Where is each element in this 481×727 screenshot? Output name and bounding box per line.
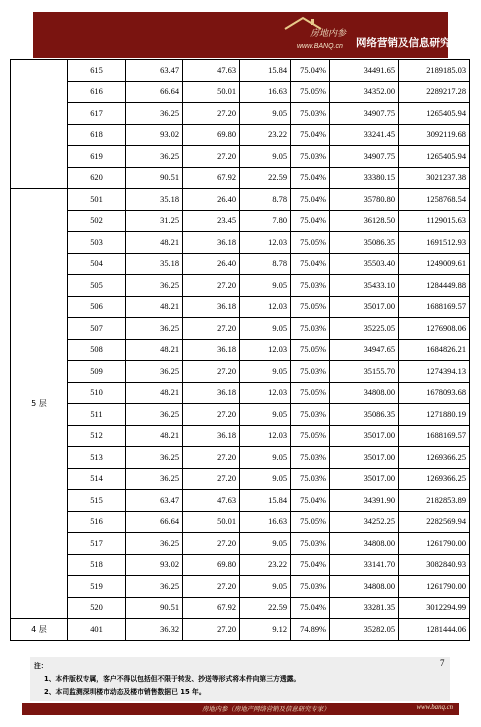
usage-rate-cell: 75.05% — [291, 511, 330, 533]
table-row — [11, 361, 470, 383]
shared-area-cell: 8.78 — [240, 189, 291, 211]
usage-rate-cell: 75.03% — [291, 361, 330, 383]
total-price-cell: 1284449.88 — [399, 275, 470, 297]
table-row — [11, 318, 470, 340]
room-number-cell: 510 — [68, 382, 126, 404]
total-price-cell: 1688169.57 — [399, 425, 470, 447]
shared-area-cell: 12.03 — [240, 382, 291, 404]
shared-area-cell: 12.03 — [240, 232, 291, 254]
table-row — [11, 382, 470, 404]
room-number-cell: 514 — [68, 468, 126, 490]
table-row — [11, 425, 470, 447]
inner-area-cell: 27.20 — [183, 361, 240, 383]
shared-area-cell: 8.78 — [240, 253, 291, 275]
total-price-cell: 1678093.68 — [399, 382, 470, 404]
room-number-cell: 615 — [68, 60, 126, 82]
header-banner — [33, 12, 472, 58]
header-url: www.BANQ.cn — [297, 43, 343, 50]
unit-price-cell: 34808.00 — [330, 382, 399, 404]
inner-area-cell: 50.01 — [183, 81, 240, 103]
total-price-cell: 1261790.00 — [399, 576, 470, 598]
footer-url: www.banq.cn — [416, 704, 453, 711]
room-number-cell: 507 — [68, 318, 126, 340]
room-number-cell: 617 — [68, 103, 126, 125]
total-price-cell: 1249009.61 — [399, 253, 470, 275]
table-row — [11, 275, 470, 297]
inner-area-cell: 27.20 — [183, 318, 240, 340]
unit-price-cell: 35225.05 — [330, 318, 399, 340]
building-area-cell: 31.25 — [126, 210, 183, 232]
table-row — [11, 619, 470, 641]
inner-area-cell: 27.20 — [183, 576, 240, 598]
building-area-cell: 35.18 — [126, 189, 183, 211]
inner-area-cell: 36.18 — [183, 339, 240, 361]
shared-area-cell: 9.05 — [240, 318, 291, 340]
table-row — [11, 511, 470, 533]
usage-rate-cell: 75.04% — [291, 554, 330, 576]
footer-text: 房地内参（房地产网络营销及信息研究专家） — [202, 705, 330, 713]
usage-rate-cell: 75.05% — [291, 339, 330, 361]
usage-rate-cell: 75.05% — [291, 382, 330, 404]
inner-area-cell: 27.20 — [183, 404, 240, 426]
usage-rate-cell: 74.89% — [291, 619, 330, 641]
building-area-cell: 36.25 — [126, 361, 183, 383]
total-price-cell: 1271880.19 — [399, 404, 470, 426]
unit-price-cell: 35433.10 — [330, 275, 399, 297]
room-number-cell: 515 — [68, 490, 126, 512]
shared-area-cell: 12.03 — [240, 296, 291, 318]
usage-rate-cell: 75.04% — [291, 189, 330, 211]
floor-label-cell: 5 层 — [11, 189, 68, 619]
unit-price-cell: 35503.40 — [330, 253, 399, 275]
usage-rate-cell: 75.05% — [291, 425, 330, 447]
table-row — [11, 533, 470, 555]
room-number-cell: 511 — [68, 404, 126, 426]
unit-price-cell: 34808.00 — [330, 576, 399, 598]
building-area-cell: 36.25 — [126, 146, 183, 168]
note-line-2: 2、本司监测深圳楼市动态及楼市销售数据已 15 年。 — [44, 688, 206, 696]
room-number-cell: 517 — [68, 533, 126, 555]
total-price-cell: 1276908.06 — [399, 318, 470, 340]
unit-price-cell: 34907.75 — [330, 103, 399, 125]
total-price-cell: 1688169.57 — [399, 296, 470, 318]
building-area-cell: 90.51 — [126, 167, 183, 189]
usage-rate-cell: 75.03% — [291, 146, 330, 168]
room-number-cell: 616 — [68, 81, 126, 103]
notes-box — [30, 657, 450, 701]
inner-area-cell: 47.63 — [183, 490, 240, 512]
table-row — [11, 404, 470, 426]
unit-price-cell: 34491.65 — [330, 60, 399, 82]
total-price-cell: 1258768.54 — [399, 189, 470, 211]
unit-price-cell: 35017.00 — [330, 447, 399, 469]
building-area-cell: 36.25 — [126, 533, 183, 555]
inner-area-cell: 36.18 — [183, 382, 240, 404]
room-number-cell: 618 — [68, 124, 126, 146]
usage-rate-cell: 75.05% — [291, 296, 330, 318]
usage-rate-cell: 75.04% — [291, 253, 330, 275]
unit-price-cell: 34808.00 — [330, 533, 399, 555]
building-area-cell: 90.51 — [126, 597, 183, 619]
total-price-cell: 1269366.25 — [399, 447, 470, 469]
table-row — [11, 576, 470, 598]
total-price-cell: 3012294.99 — [399, 597, 470, 619]
unit-price-cell: 35780.80 — [330, 189, 399, 211]
shared-area-cell: 16.63 — [240, 81, 291, 103]
unit-price-cell: 35017.00 — [330, 296, 399, 318]
building-area-cell: 66.64 — [126, 81, 183, 103]
inner-area-cell: 36.18 — [183, 232, 240, 254]
total-price-cell: 1684826.21 — [399, 339, 470, 361]
shared-area-cell: 9.05 — [240, 361, 291, 383]
unit-price-cell: 34907.75 — [330, 146, 399, 168]
room-number-cell: 401 — [68, 619, 126, 641]
total-price-cell: 2189185.03 — [399, 60, 470, 82]
inner-area-cell: 23.45 — [183, 210, 240, 232]
inner-area-cell: 67.92 — [183, 167, 240, 189]
total-price-cell: 2289217.28 — [399, 81, 470, 103]
inner-area-cell: 27.20 — [183, 275, 240, 297]
unit-price-cell: 33281.35 — [330, 597, 399, 619]
shared-area-cell: 23.22 — [240, 554, 291, 576]
inner-area-cell: 26.40 — [183, 189, 240, 211]
inner-area-cell: 36.18 — [183, 296, 240, 318]
inner-area-cell: 27.20 — [183, 146, 240, 168]
building-area-cell: 36.25 — [126, 103, 183, 125]
table-row — [11, 167, 470, 189]
room-number-cell: 508 — [68, 339, 126, 361]
table-row — [11, 210, 470, 232]
table-row — [11, 490, 470, 512]
floor-label-cell — [11, 60, 68, 189]
shared-area-cell: 9.05 — [240, 533, 291, 555]
inner-area-cell: 47.63 — [183, 60, 240, 82]
shared-area-cell: 15.84 — [240, 490, 291, 512]
shared-area-cell: 22.59 — [240, 597, 291, 619]
inner-area-cell: 27.20 — [183, 619, 240, 641]
usage-rate-cell: 75.03% — [291, 533, 330, 555]
shared-area-cell: 9.05 — [240, 576, 291, 598]
table-row — [11, 296, 470, 318]
usage-rate-cell: 75.03% — [291, 447, 330, 469]
unit-price-cell: 35017.00 — [330, 425, 399, 447]
room-number-cell: 504 — [68, 253, 126, 275]
unit-price-cell: 36128.50 — [330, 210, 399, 232]
inner-area-cell: 69.80 — [183, 554, 240, 576]
building-area-cell: 93.02 — [126, 554, 183, 576]
footer-banner — [22, 703, 459, 715]
inner-area-cell: 27.20 — [183, 468, 240, 490]
unit-price-cell: 35086.35 — [330, 232, 399, 254]
table-row — [11, 189, 470, 211]
total-price-cell: 1265405.94 — [399, 146, 470, 168]
usage-rate-cell: 75.04% — [291, 597, 330, 619]
total-price-cell: 2182853.89 — [399, 490, 470, 512]
table-row — [11, 597, 470, 619]
usage-rate-cell: 75.03% — [291, 103, 330, 125]
inner-area-cell: 27.20 — [183, 533, 240, 555]
usage-rate-cell: 75.03% — [291, 576, 330, 598]
room-number-cell: 509 — [68, 361, 126, 383]
total-price-cell: 3082840.93 — [399, 554, 470, 576]
building-area-cell: 36.25 — [126, 404, 183, 426]
shared-area-cell: 7.80 — [240, 210, 291, 232]
shared-area-cell: 23.22 — [240, 124, 291, 146]
shared-area-cell: 22.59 — [240, 167, 291, 189]
usage-rate-cell: 75.03% — [291, 468, 330, 490]
building-area-cell: 36.25 — [126, 275, 183, 297]
table-row — [11, 339, 470, 361]
inner-area-cell: 26.40 — [183, 253, 240, 275]
building-area-cell: 63.47 — [126, 490, 183, 512]
inner-area-cell: 36.18 — [183, 425, 240, 447]
room-number-cell: 520 — [68, 597, 126, 619]
table-row — [11, 253, 470, 275]
usage-rate-cell: 75.03% — [291, 318, 330, 340]
room-number-cell: 506 — [68, 296, 126, 318]
unit-price-table — [10, 59, 470, 641]
room-number-cell: 505 — [68, 275, 126, 297]
shared-area-cell: 9.05 — [240, 468, 291, 490]
unit-price-cell: 33380.15 — [330, 167, 399, 189]
inner-area-cell: 50.01 — [183, 511, 240, 533]
total-price-cell: 2282569.94 — [399, 511, 470, 533]
unit-price-cell: 35017.00 — [330, 468, 399, 490]
table-row — [11, 81, 470, 103]
building-area-cell: 66.64 — [126, 511, 183, 533]
building-area-cell: 93.02 — [126, 124, 183, 146]
total-price-cell: 3092119.68 — [399, 124, 470, 146]
inner-area-cell: 67.92 — [183, 597, 240, 619]
room-number-cell: 502 — [68, 210, 126, 232]
usage-rate-cell: 75.03% — [291, 275, 330, 297]
table-row — [11, 554, 470, 576]
shared-area-cell: 9.05 — [240, 447, 291, 469]
shared-area-cell: 16.63 — [240, 511, 291, 533]
shared-area-cell: 12.03 — [240, 339, 291, 361]
room-number-cell: 503 — [68, 232, 126, 254]
building-area-cell: 48.21 — [126, 425, 183, 447]
unit-price-cell: 33141.70 — [330, 554, 399, 576]
room-number-cell: 619 — [68, 146, 126, 168]
unit-price-cell: 33241.45 — [330, 124, 399, 146]
inner-area-cell: 27.20 — [183, 447, 240, 469]
building-area-cell: 63.47 — [126, 60, 183, 82]
usage-rate-cell: 75.05% — [291, 232, 330, 254]
building-area-cell: 36.25 — [126, 447, 183, 469]
page-number: 7 — [440, 658, 445, 668]
shared-area-cell: 15.84 — [240, 60, 291, 82]
table-row — [11, 232, 470, 254]
usage-rate-cell: 75.04% — [291, 210, 330, 232]
room-number-cell: 620 — [68, 167, 126, 189]
total-price-cell: 1691512.93 — [399, 232, 470, 254]
inner-area-cell: 27.20 — [183, 103, 240, 125]
floor-label-cell: 4 层 — [11, 619, 68, 641]
unit-price-cell: 35155.70 — [330, 361, 399, 383]
unit-price-cell: 34252.25 — [330, 511, 399, 533]
room-number-cell: 501 — [68, 189, 126, 211]
total-price-cell: 1269366.25 — [399, 468, 470, 490]
header-brand: 房地内参 — [310, 29, 347, 39]
shared-area-cell: 9.05 — [240, 275, 291, 297]
building-area-cell: 36.32 — [126, 619, 183, 641]
building-area-cell: 36.25 — [126, 318, 183, 340]
unit-price-cell: 34391.90 — [330, 490, 399, 512]
total-price-cell: 1281444.06 — [399, 619, 470, 641]
unit-price-table-container — [10, 59, 470, 641]
room-number-cell: 516 — [68, 511, 126, 533]
table-row — [11, 146, 470, 168]
notes-title: 注： — [34, 662, 48, 670]
usage-rate-cell: 75.04% — [291, 167, 330, 189]
building-area-cell: 48.21 — [126, 232, 183, 254]
usage-rate-cell: 75.03% — [291, 404, 330, 426]
building-area-cell: 48.21 — [126, 296, 183, 318]
total-price-cell: 1274394.13 — [399, 361, 470, 383]
building-area-cell: 36.25 — [126, 576, 183, 598]
unit-price-cell: 34947.65 — [330, 339, 399, 361]
unit-price-cell: 34352.00 — [330, 81, 399, 103]
building-area-cell: 35.18 — [126, 253, 183, 275]
room-number-cell: 518 — [68, 554, 126, 576]
total-price-cell: 1265405.94 — [399, 103, 470, 125]
total-price-cell: 1261790.00 — [399, 533, 470, 555]
table-row — [11, 124, 470, 146]
note-line-1: 1、本件版权专属，客户不得以包括但不限于转发、抄送等形式将本件向第三方透露。 — [44, 675, 301, 683]
building-area-cell: 48.21 — [126, 339, 183, 361]
usage-rate-cell: 75.04% — [291, 490, 330, 512]
header-title: 网络营销及信息研究专家 — [356, 37, 472, 49]
table-row — [11, 468, 470, 490]
shared-area-cell: 9.05 — [240, 404, 291, 426]
table-row — [11, 103, 470, 125]
usage-rate-cell: 75.04% — [291, 60, 330, 82]
inner-area-cell: 69.80 — [183, 124, 240, 146]
shared-area-cell: 9.05 — [240, 103, 291, 125]
total-price-cell: 3021237.38 — [399, 167, 470, 189]
table-row — [11, 447, 470, 469]
shared-area-cell: 12.03 — [240, 425, 291, 447]
usage-rate-cell: 75.04% — [291, 124, 330, 146]
building-area-cell: 36.25 — [126, 468, 183, 490]
unit-price-cell: 35086.35 — [330, 404, 399, 426]
building-area-cell: 48.21 — [126, 382, 183, 404]
room-number-cell: 512 — [68, 425, 126, 447]
room-number-cell: 513 — [68, 447, 126, 469]
room-number-cell: 519 — [68, 576, 126, 598]
shared-area-cell: 9.12 — [240, 619, 291, 641]
total-price-cell: 1129015.63 — [399, 210, 470, 232]
usage-rate-cell: 75.05% — [291, 81, 330, 103]
table-row — [11, 60, 470, 82]
unit-price-cell: 35282.05 — [330, 619, 399, 641]
shared-area-cell: 9.05 — [240, 146, 291, 168]
